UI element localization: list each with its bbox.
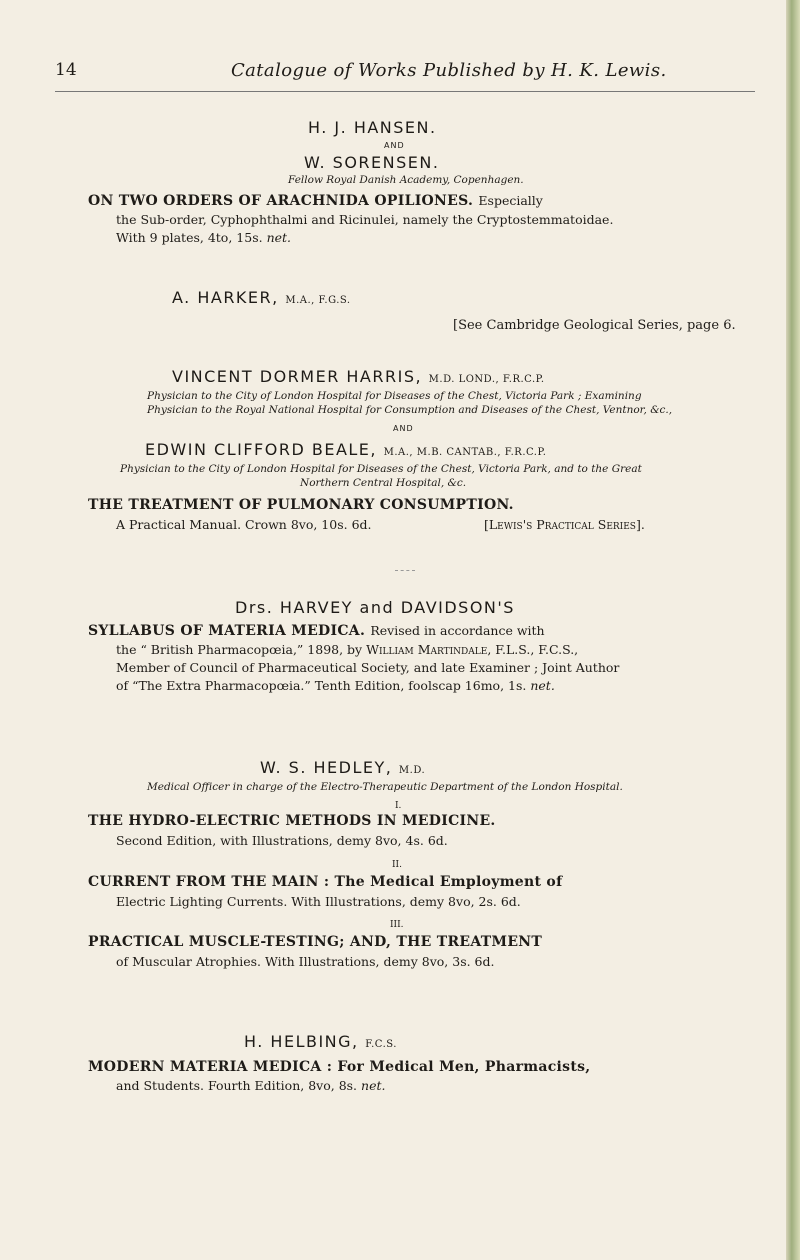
editor-degrees: F.L.S., F.C.S., [495,642,579,657]
title-continuation: The Medical Employment of [334,874,563,890]
item-number-2: II. [392,860,402,870]
author-name: H. HELBING, [244,1032,359,1051]
item-number-1: I. [395,801,402,811]
author-degrees: M.A., M.B. CANTAB., F.R.C.P. [383,447,547,458]
description-text: the “ British Pharmacopœia,” 1898, by [116,642,363,657]
title-text: THE HYDRO-ELECTRIC METHODS IN MEDICINE. [88,813,496,829]
description-materia-medica [116,1077,385,1095]
description-consumption [116,516,372,534]
book-title-hydro-electric [88,813,496,829]
title-text: PRACTICAL MUSCLE-TESTING; AND, THE TREATMENT [88,934,543,950]
credentials-sorensen: Fellow Royal Danish Academy, Copenhagen. [288,174,524,186]
net-label: net. [266,230,292,245]
author-degrees: M.D. LOND., F.R.C.P. [428,374,545,385]
series-label: [Lewis's Practical Series]. [484,517,645,532]
description-current: Electric Lighting Currents. With Illustrations, demy 8vo, 2s. 6d. [116,894,521,909]
description-muscle-testing: of Muscular Atrophies. With Illustrations, demy 8vo, 3s. 6d. [116,954,495,969]
price-text: A Practical Manual. Crown 8vo, 10s. 6d. [116,517,372,532]
description-line: the Sub-order, Cyphophthalmi and Ricinulei, namely the Cryptostemmatoidae. [116,212,614,227]
page-header [55,60,755,86]
editor-name: William Martindale, [366,642,492,657]
price-text: of “The Extra Pharmacopœia.” Tenth Edition, foolscap 16mo, 1s. [116,678,527,693]
author-degrees: M.D. [398,765,426,776]
title-text: THE TREATMENT OF PULMONARY CONSUMPTION. [88,497,514,513]
author-harvey-davidson: Drs. HARVEY and DAVIDSON'S [235,598,515,617]
title-continuation: Especially [478,193,543,208]
title-text: SYLLABUS OF MATERIA MEDICA. [88,623,366,639]
title-continuation: For Medical Men, Pharmacists, [337,1059,591,1075]
author-sorensen: W. SORENSEN. [304,153,440,172]
cross-reference-harker: [See Cambridge Geological Series, page 6. [453,318,736,333]
description-syllabus [116,641,619,695]
section-separator [395,570,415,571]
author-harker [172,288,351,307]
book-title-current [88,874,562,890]
author-beale [145,440,546,459]
and-label: AND [384,141,405,150]
net-label: net. [530,678,555,693]
author-helbing [244,1032,397,1051]
page-number: 14 [55,60,77,80]
author-degrees: M.A., F.G.S. [285,295,351,306]
credentials-beale-1: Physician to the City of London Hospital for Diseases of the Chest, Victoria Park, and to the Great [120,463,642,475]
author-hedley [260,758,425,777]
credentials-harris-1: Physician to the City of London Hospital for Diseases of the Chest, Victoria Park ; Examining [147,390,642,402]
author-name: W. S. HEDLEY, [260,758,393,777]
header-rule [55,91,755,92]
book-title-muscle-testing [88,934,542,950]
description-line [116,677,619,695]
author-harris [172,367,545,386]
credentials-hedley: Medical Officer in charge of the Electro-Therapeutic Department of the London Hospital. [147,781,623,793]
description-line [116,229,613,247]
item-number-3: III. [390,920,404,930]
book-title-materia-medica [88,1059,590,1075]
description-line: Member of Council of Pharmaceutical Society, and late Examiner ; Joint Author [116,660,620,675]
credentials-beale-2: Northern Central Hospital, &c. [300,477,467,489]
title-text: CURRENT FROM THE MAIN : [88,874,330,890]
credentials-harris-2: Physician to the Royal National Hospital for Consumption and Diseases of the Chest, Ventnor, &c., [147,404,673,416]
and-label: AND [393,424,414,433]
title-text: MODERN MATERIA MEDICA : [88,1059,333,1075]
title-text: ON TWO ORDERS OF ARACHNIDA OPILIONES. [88,193,474,209]
title-continuation: Revised in accordance with [370,623,545,638]
description-hydro-electric: Second Edition, with Illustrations, demy 8vo, 4s. 6d. [116,833,448,848]
net-label: net. [361,1078,386,1093]
price-text: With 9 plates, 4to, 15s. [116,230,263,245]
book-title-consumption [88,497,514,513]
running-title: Catalogue of Works Published by H. K. Lewis. [231,60,667,81]
author-degrees: F.C.S. [365,1039,397,1050]
description-opiliones [116,211,613,247]
author-name: VINCENT DORMER HARRIS, [172,367,423,386]
book-title-opiliones [88,193,543,209]
author-name: EDWIN CLIFFORD BEALE, [145,440,377,459]
author-hansen: H. J. HANSEN. [308,118,437,137]
book-spine-edge [786,0,800,1260]
author-name: A. HARKER, [172,288,279,307]
description-line [116,641,619,659]
book-title-syllabus [88,623,545,639]
price-text: and Students. Fourth Edition, 8vo, 8s. [116,1078,358,1093]
